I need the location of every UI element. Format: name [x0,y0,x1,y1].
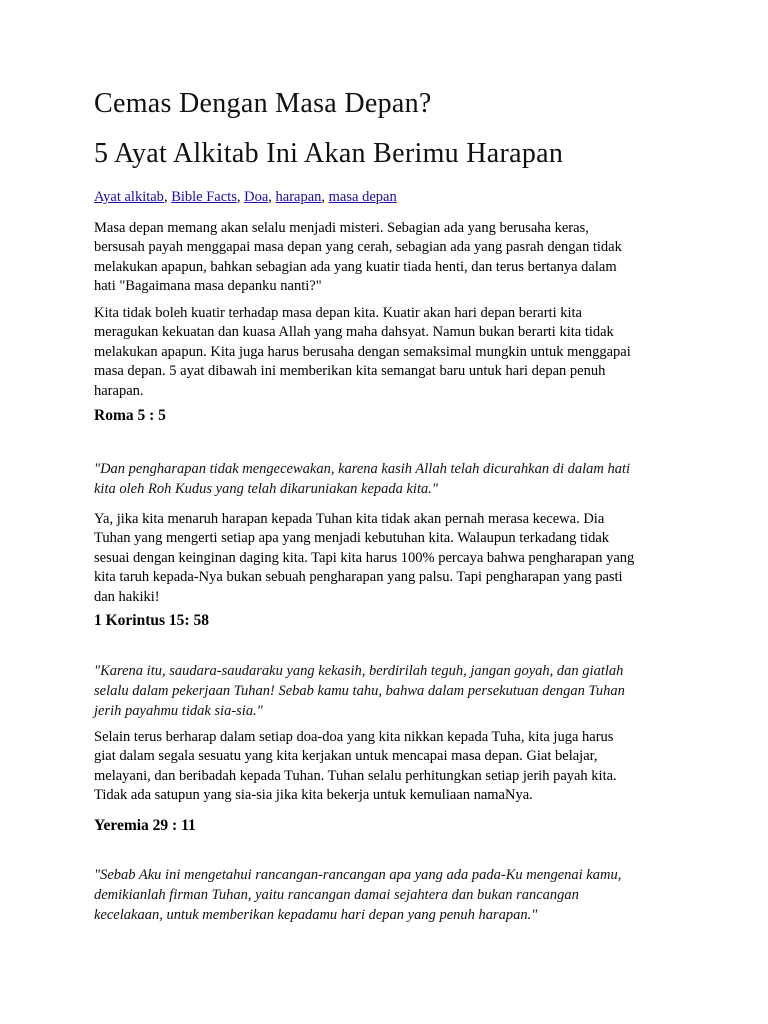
tag-list [94,189,397,206]
verse-quote-roma [94,459,694,499]
text-line: kita taruh kepada-Nya bukan sebuah pengharapan yang palsu. Tapi pengharapan yang pasti [94,569,623,586]
quote-line: selalu dalam pekerjaan Tuhan! Sebab kamu tahu, bahwa dalam persekutuan dengan Tuhan [94,683,625,699]
section-heading-roma: Roma 5 : 5 [94,407,166,424]
text-line: bersusah payah menggapai masa depan yang cerah, sebagian ada yang pasrah dengan tidak [94,239,622,256]
intro-paragraph-2 [94,304,684,401]
text-line: giat dalam segala sesuatu yang kita kerjakan untuk mencapai masa depan. Giat belajar, [94,748,598,765]
text-line: melakukan apapun, bahkan sebagian ada yang kuatir tiada henti, dan terus bertanya dalam [94,258,617,275]
quote-line: "Karena itu, saudara-saudaraku yang kekasih, berdirilah teguh, jangan goyah, dan giatlah [94,663,624,679]
text-line: hati "Bagaimana masa depanku nanti?" [94,278,322,295]
tag-link-doa[interactable]: Doa [244,189,269,205]
quote-line: jerih payahmu tidak sia-sia." [94,703,263,719]
verse-quote-korintus [94,661,694,721]
quote-line: "Sebab Aku ini mengetahui rancangan-rancangan apa yang ada pada-Ku mengenai kamu, [94,867,622,883]
section-heading-yeremia: Yeremia 29 : 11 [94,817,196,834]
tag-link-ayat-alkitab[interactable]: Ayat alkitab [94,189,164,205]
tag-link-masa-depan[interactable]: masa depan [328,189,397,205]
section-heading-korintus: 1 Korintus 15: 58 [94,612,209,629]
tag-separator: , [163,189,172,205]
text-line: sesuai dengan keinginan daging kita. Tapi kita harus 100% percaya bahwa pengharapan yang [94,549,635,566]
text-line: melakukan apapun. Kita juga harus berusaha dengan semaksimal mungkin untuk menggapai [94,343,631,360]
page-subtitle: 5 Ayat Alkitab Ini Akan Berimu Harapan [94,138,564,169]
text-line: harapan. [94,382,144,399]
text-line: masa depan. 5 ayat dibawah ini memberikan kita semangat baru untuk hari depan penuh [94,363,606,380]
text-line: Selain terus berharap dalam setiap doa-doa yang kita nikkan kepada Tuha, kita juga harus [94,729,614,745]
text-line: melayani, dan beribadah kepada Tuhan. Tuhan selalu perhitungkan setiap jerih payah kita. [94,767,617,784]
intro-paragraph-1 [94,219,684,297]
quote-line: kecelakaan, untuk memberikan kepadamu hari depan yang penuh harapan." [94,907,538,923]
text-line: dan hakiki! [94,588,160,605]
text-line: Masa depan memang akan selalu menjadi misteri. Sebagian ada yang berusaha keras, [94,220,589,236]
verse-quote-yeremia [94,865,694,925]
tag-link-bible-facts[interactable]: Bible Facts [171,189,237,205]
text-line: Tidak ada satupun yang sia-sia jika kita bekerja untuk kemuliaan namaNya. [94,787,533,804]
tag-separator: , [321,189,329,205]
text-line: Ya, jika kita menaruh harapan kepada Tuhan kita tidak akan pernah merasa kecewa. Dia [94,511,605,527]
tag-link-harapan[interactable]: harapan [275,189,322,205]
tag-separator: , [268,189,276,205]
quote-line: demikianlah firman Tuhan, yaitu rancangan damai sejahtera dan bukan rancangan [94,887,579,903]
section-body-roma [94,510,684,607]
page-title: Cemas Dengan Masa Depan? [94,88,432,119]
text-line: Tuhan yang mengerti setiap apa yang menjadi kebutuhan kita. Walaupun terkadang tidak [94,530,610,547]
quote-line: "Dan pengharapan tidak mengecewakan, karena kasih Allah telah dicurahkan di dalam hati [94,461,631,477]
text-line: Kita tidak boleh kuatir terhadap masa depan kita. Kuatir akan hari depan berarti kita [94,305,582,321]
text-line: meragukan kekuatan dan kuasa Allah yang maha dahsyat. Namun bukan berarti kita tidak [94,324,614,341]
tag-separator: , [236,189,245,205]
section-body-korintus [94,728,684,806]
quote-line: kita oleh Roh Kudus yang telah dikaruniakan kepada kita." [94,481,438,497]
